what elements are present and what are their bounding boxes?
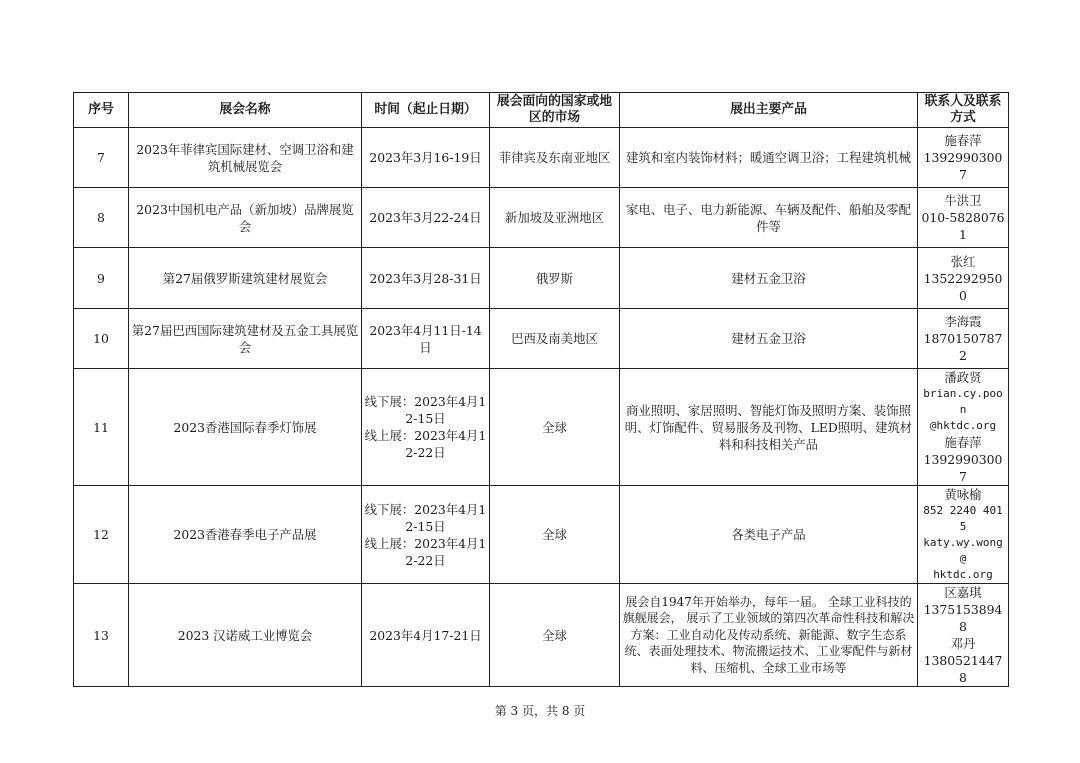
exhibition-table-container [73,92,1008,687]
row-name: 2023香港春季电子产品展 [129,486,362,584]
contact-phone: 010-58280761 [921,210,1005,242]
contact-phone: 13522929500 [923,270,1003,303]
table-row [74,248,1009,309]
contact-name: 黄咏榆 [944,487,982,502]
row-products: 建材五金卫浴 [620,248,918,309]
row-name: 第27届巴西国际建筑建材及五金工具展览会 [129,309,362,369]
row-date [362,248,490,309]
row-index: 11 [74,369,129,486]
row-contact [918,369,1009,486]
row-name: 2023香港国际春季灯饰展 [129,369,362,486]
row-market: 全球 [490,369,620,486]
date-line: 线上展：2023年4月12-22日 [364,535,487,568]
contact-phone: 13805214478 [923,653,1003,685]
row-contact [918,248,1009,309]
date-line: 2023年3月16-19日 [369,150,482,165]
row-products: 各类电子产品 [620,486,918,584]
row-index: 8 [74,188,129,248]
contact-name: 牛洪卫 [944,193,982,208]
row-market: 新加坡及亚洲地区 [490,188,620,248]
contact-phone: 852 2240 4015 [923,504,1003,533]
header-date: 时间（起止日期） [362,93,490,128]
row-date [362,486,490,584]
date-line: 2023年4月17-21日 [369,627,482,643]
table-row [74,369,1009,486]
row-index: 7 [74,128,129,188]
contact-name: 施春萍 [944,133,982,148]
contact-email: katy.wy.wong@ [923,536,1003,565]
contact-name: 区嘉琪 [944,585,982,600]
row-market: 俄罗斯 [490,248,620,309]
row-market: 巴西及南美地区 [490,309,620,369]
date-line: 2023年4月11日-14日 [369,322,482,355]
contact-email: brian.cy.poon [923,387,1003,416]
page-number: 第 3 页，共 8 页 [494,704,586,718]
row-market: 全球 [490,584,620,687]
contact-name: 潘政贤 [944,370,982,385]
contact-name: 施春萍 [944,435,982,450]
row-products: 建材五金卫浴 [620,309,918,369]
row-contact [918,128,1009,188]
row-name: 2023年菲律宾国际建材、空调卫浴和建筑机械展览会 [129,128,362,188]
row-name: 第27届俄罗斯建筑建材展览会 [129,248,362,309]
contact-name: 张红 [950,253,976,269]
header-contact: 联系人及联系方式 [918,93,1009,128]
date-line: 2023年3月28-31日 [369,270,482,286]
date-line: 线下展：2023年4月12-15日 [364,501,487,534]
table-row [74,309,1009,369]
row-date [362,584,490,687]
contact-phone: 13929903007 [923,150,1003,182]
row-name: 2023 汉诺威工业博览会 [129,584,362,687]
header-index: 序号 [74,93,129,128]
header-market: 展会面向的国家或地区的市场 [490,93,620,128]
row-index: 10 [74,309,129,369]
row-market: 菲律宾及东南亚地区 [490,128,620,188]
table-row [74,584,1009,687]
header-name: 展会名称 [129,93,362,128]
table-row [74,486,1009,584]
row-contact [918,188,1009,248]
row-date [362,309,490,369]
contact-name: 邓丹 [950,636,976,651]
contact-name: 李海霞 [944,314,982,329]
contact-phone: 13929903007 [923,452,1003,484]
contact-email: @hktdc.org [929,419,997,432]
header-products: 展出主要产品 [620,93,918,128]
table-row [74,128,1009,188]
row-contact [918,584,1009,687]
row-contact [918,309,1009,369]
exhibition-table [73,92,1009,687]
row-products: 展会自1947年开始举办，每年一届。 全球工业科技的旗舰展会， 展示了工业领域的第四次革命性科技和解决方案：工业自动化及传动系统、新能源、数字生态系统、表面处理技术、物流搬运技术、工业零配件与新材料、压缩机、全球工业市场等 [620,584,918,687]
date-line: 2023年3月22-24日 [369,210,482,225]
row-products: 商业照明、家居照明、智能灯饰及照明方案、装饰照明、灯饰配件、贸易服务及刊物、LED照明、建筑材料和科技相关产品 [620,369,918,486]
row-date [362,128,490,188]
row-products: 建筑和室内装饰材料；暖通空调卫浴；工程建筑机械 [620,128,918,188]
date-line: 线上展：2023年4月12-22日 [364,428,487,460]
contact-phone: 18701507872 [923,331,1003,363]
row-name: 2023中国机电产品（新加坡）品牌展览会 [129,188,362,248]
contact-email: hktdc.org [933,568,993,581]
row-market: 全球 [490,486,620,584]
row-index: 13 [74,584,129,687]
date-line: 线下展：2023年4月12-15日 [364,394,487,426]
row-index: 12 [74,486,129,584]
table-row [74,188,1009,248]
row-index: 9 [74,248,129,309]
row-date [362,188,490,248]
table-header-row [74,93,1009,128]
row-date [362,369,490,486]
contact-phone: 13751538948 [923,602,1003,634]
row-products: 家电、电子、电力新能源、车辆及配件、船舶及零配件等 [620,188,918,248]
row-contact [918,486,1009,584]
